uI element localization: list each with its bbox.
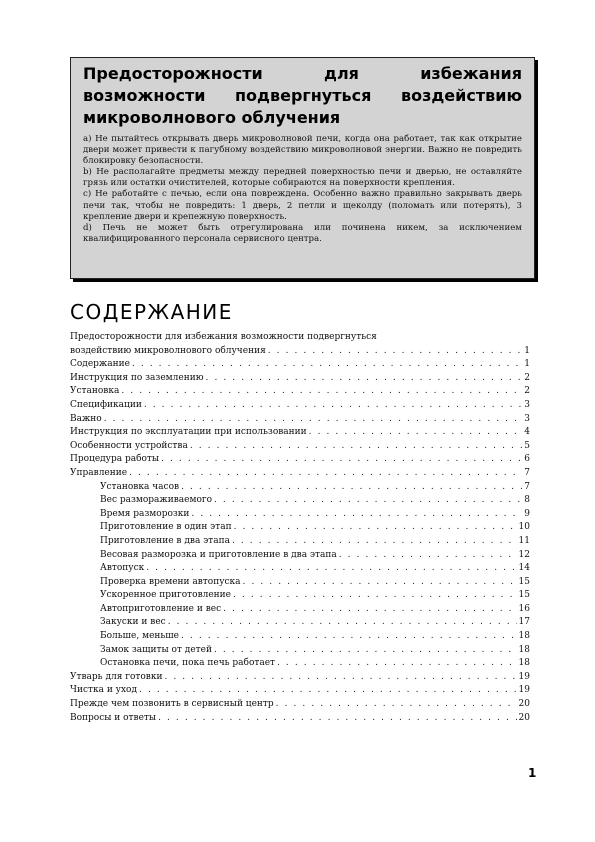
toc-entry-label: Спецификации: [70, 399, 142, 410]
toc-entry-operation-procedure[interactable]: [70, 453, 530, 467]
toc-leader-dots: [168, 616, 517, 630]
toc-entry-defrost-weight[interactable]: [70, 494, 530, 508]
toc-entry-contents[interactable]: [70, 358, 530, 372]
toc-leader-dots: [129, 467, 522, 481]
toc-entry-page: 4: [524, 427, 530, 438]
toc-entry-label: Закуски и вес: [100, 617, 166, 628]
toc-heading: СОДЕРЖАНИЕ: [70, 300, 233, 324]
toc-leader-dots: [232, 535, 517, 549]
toc-entry-label: Инструкция по эксплуатации при использовании: [70, 427, 307, 438]
toc-leader-dots: [158, 712, 516, 726]
toc-leader-dots: [214, 644, 517, 658]
toc-leader-dots: [146, 562, 516, 576]
toc-leader-dots: [233, 589, 517, 603]
toc-entry-page: 2: [524, 372, 530, 383]
toc-leader-dots: [268, 345, 523, 359]
microwave-warning-box: [70, 57, 535, 279]
toc-entry-operating-instructions[interactable]: [70, 426, 530, 440]
toc-entry-label: Больше, меньше: [100, 631, 179, 642]
toc-entry-cleaning-care[interactable]: [70, 684, 530, 698]
toc-entry-label: Установка: [70, 386, 120, 397]
toc-entry-page: 14: [518, 563, 530, 574]
toc-entry-autocook-weight[interactable]: [70, 603, 530, 617]
toc-entry-stop-while-running[interactable]: [70, 657, 530, 671]
toc-entry-more-less[interactable]: [70, 630, 530, 644]
toc-leader-dots: [277, 657, 517, 671]
toc-leader-dots: [339, 549, 517, 563]
toc-entry-page: 17: [518, 617, 530, 628]
toc-leader-dots: [190, 440, 522, 454]
toc-entry-one-stage-cooking[interactable]: [70, 521, 530, 535]
warning-paragraph-d: d) Печь не может быть отрегулирована или починена никем, за исключением квалифицированного персонала сервисного центра.: [83, 222, 522, 244]
toc-entry-page: 20: [518, 699, 530, 710]
toc-leader-dots: [223, 603, 516, 617]
toc-entry-label: Важно: [70, 413, 102, 424]
toc-entry-child-lock[interactable]: [70, 644, 530, 658]
page-number: 1: [528, 766, 537, 780]
toc-entry-label: Установка часов: [100, 481, 180, 492]
toc-leader-dots: [164, 671, 516, 685]
toc-entry-label: Управление: [70, 467, 128, 478]
toc-entry-label: Особенности устройства: [70, 440, 188, 451]
toc-leader-dots: [181, 630, 517, 644]
toc-leader-dots: [181, 481, 522, 495]
toc-entry-page: 12: [518, 549, 530, 560]
toc-entry-quick-cooking[interactable]: [70, 589, 530, 603]
toc-entry-label: Автоприготовление и вес: [100, 603, 222, 614]
toc-leader-dots: [161, 453, 522, 467]
toc-entry-page: 8: [524, 495, 530, 506]
toc-entry-page: 15: [518, 590, 530, 601]
toc-entry-label: Вес размораживаемого: [100, 495, 213, 506]
toc-entry-label: Вопросы и ответы: [70, 712, 157, 723]
toc-entry-cookware[interactable]: [70, 671, 530, 685]
toc-entry-label: Приготовление в один этап: [100, 522, 232, 533]
toc-entry-page: 18: [518, 658, 530, 669]
toc-entry-important[interactable]: [70, 413, 530, 427]
toc-entry-page: 1: [524, 359, 530, 370]
toc-entry-controls[interactable]: [70, 467, 530, 481]
toc-leader-dots: [104, 413, 523, 427]
toc-leader-dots: [214, 494, 522, 508]
toc-entry-label: Содержание: [70, 359, 130, 370]
toc-entry-weight-defrost-two-stage[interactable]: [70, 549, 530, 563]
toc-entry-label: Замок защиты от детей: [100, 644, 212, 655]
toc-entry-page: 6: [524, 454, 530, 465]
toc-entry-intro-line: Предосторожности для избежания возможности подвергнуться: [70, 332, 377, 342]
toc-leader-dots: [276, 698, 517, 712]
toc-entry-label: Инструкция по заземлению: [70, 372, 204, 383]
toc-entry-page: 19: [518, 671, 530, 682]
toc-entry-microwave-exposure[interactable]: [70, 345, 530, 359]
toc-entry-autostart-check[interactable]: [70, 576, 530, 590]
toc-entry-page: 2: [524, 386, 530, 397]
toc-entry-autostart[interactable]: [70, 562, 530, 576]
toc-entry-page: 18: [518, 644, 530, 655]
toc-leader-dots: [234, 521, 517, 535]
toc-entry-page: 10: [518, 522, 530, 533]
toc-entry-label: Ускоренное приготовление: [100, 590, 232, 601]
toc-entry-faq[interactable]: [70, 712, 530, 726]
toc-entry-label: Утварь для готовки: [70, 671, 163, 682]
toc-entry-label: Проверка времени автопуска: [100, 576, 241, 587]
toc-entry-label: Автопуск: [100, 563, 145, 574]
toc-entry-clock-setting[interactable]: [70, 481, 530, 495]
toc-entry-label: Процедура работы: [70, 454, 160, 465]
toc-entry-page: 3: [524, 399, 530, 410]
toc-entry-before-service-call[interactable]: [70, 698, 530, 712]
toc-leader-dots: [206, 372, 523, 386]
toc-entry-page: 16: [518, 603, 530, 614]
toc-entry-page: 15: [518, 576, 530, 587]
toc-entry-page: 11: [518, 535, 530, 546]
toc-entry-page: 20: [518, 712, 530, 723]
toc-entry-two-stage-cooking[interactable]: [70, 535, 530, 549]
toc-entry-page: 9: [524, 508, 530, 519]
toc-entry-page: 18: [518, 631, 530, 642]
toc-entry-label: Остановка печи, пока печь работает: [100, 658, 276, 669]
toc-leader-dots: [191, 508, 522, 522]
toc-entry-label: Приготовление в два этапа: [100, 535, 230, 546]
toc-leader-dots: [309, 426, 523, 440]
toc-entry-label: Прежде чем позвонить в сервисный центр: [70, 699, 274, 710]
toc-entry-label: Чистка и уход: [70, 685, 138, 696]
warning-paragraph-a: a) Не пытайтесь открывать дверь микроволновой печи, когда она работает, так как открытие двери может привести к пагубному воздействию микроволновой энергии. Важно не повредить блокировку безопасности.: [83, 134, 522, 167]
toc-entry-page: 19: [518, 685, 530, 696]
toc-leader-dots: [243, 576, 517, 590]
warning-title: Предосторожности для избежания возможности подвергнуться воздействию микроволнового облучения: [83, 64, 522, 127]
table-of-contents: [70, 331, 530, 725]
toc-leader-dots: [132, 358, 522, 372]
toc-entry-page: 3: [524, 413, 530, 424]
toc-entry-specifications[interactable]: [70, 399, 530, 413]
toc-entry-label: Время разморозки: [100, 508, 190, 519]
toc-leader-dots: [139, 684, 517, 698]
toc-entry-page: 5: [524, 440, 530, 451]
toc-entry-defrost-time[interactable]: [70, 508, 530, 522]
toc-entry-snacks-weight[interactable]: [70, 616, 530, 630]
toc-leader-dots: [121, 385, 522, 399]
toc-leader-dots: [144, 399, 522, 413]
toc-entry-device-features[interactable]: [70, 440, 530, 454]
warning-paragraph-c: c) Не работайте с печью, если она повреждена. Особенно важно правильно закрывать дверь печи так, чтобы не повредить: 1 дверь, 2 петли и щеколду (поломать или потерять), 3 крепление двери и крепежную поверхность.: [83, 189, 522, 222]
toc-entry-page: 7: [524, 467, 530, 478]
warning-paragraph-b: b) Не располагайте предметы между передней поверхностью печи и дверью, не оставляйте грязь или остатки очистителей, которые собираются на поверхности крепления.: [83, 167, 522, 189]
toc-entry-page: 1: [524, 345, 530, 356]
toc-entry-label: Весовая разморозка и приготовление в два этапа: [100, 549, 337, 560]
toc-entry-installation[interactable]: [70, 385, 530, 399]
toc-entry-label: воздействию микроволнового облучения: [70, 345, 266, 356]
toc-entry-page: 7: [524, 481, 530, 492]
toc-entry-grounding[interactable]: [70, 372, 530, 386]
